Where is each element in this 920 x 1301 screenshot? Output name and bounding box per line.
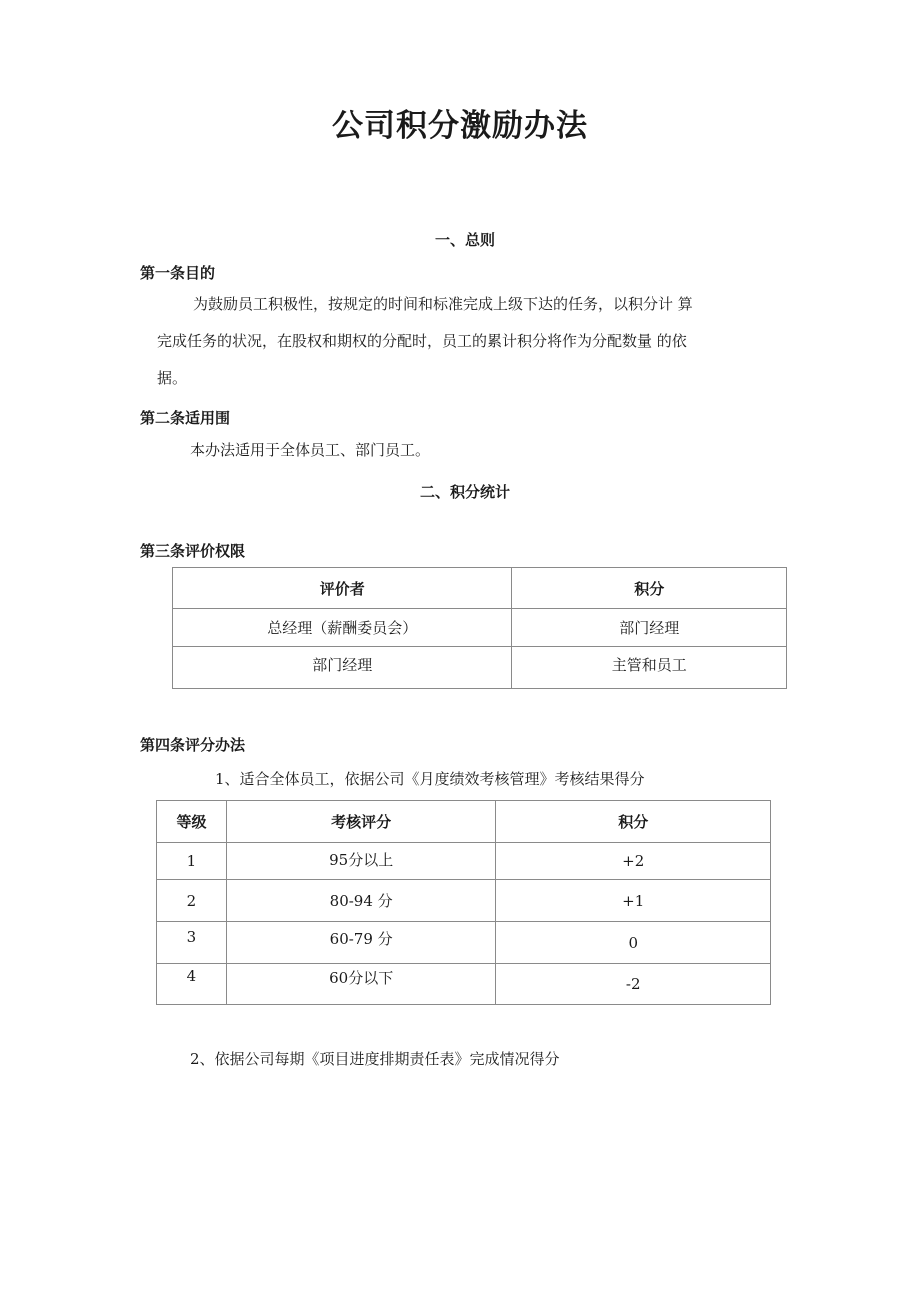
article-1-heading: 第一条目的 (140, 264, 216, 282)
document-title: 公司积分激励办法 (332, 108, 588, 144)
header-evaluator: 评价者 (173, 568, 512, 609)
table-cell: 主管和员工 (512, 647, 787, 689)
table-row (157, 922, 771, 964)
table-cell: 60-79 分 (226, 922, 496, 964)
header-points: 积分 (512, 568, 787, 609)
header-assessment-score: 考核评分 (226, 801, 496, 843)
table-row (173, 647, 787, 689)
table-row (157, 880, 771, 922)
table-cell: +1 (496, 880, 771, 922)
section-heading-points: 二、积分统计 (419, 483, 510, 501)
article-1-line-3: 据。 (157, 369, 188, 387)
scoring-table (156, 800, 771, 1005)
article-1-line-1: 为鼓励员工积极性，按规定的时间和标准完成上级下达的任务，以积分计 算 (193, 295, 693, 313)
article-2-text: 本办法适用于全体员工、部门员工。 (190, 441, 431, 459)
article-4-heading: 第四条评分办法 (140, 736, 246, 754)
header-grade: 等级 (157, 801, 227, 843)
table-cell: 60分以下 (226, 964, 496, 1005)
table-cell: 95分以上 (226, 843, 496, 880)
article-1-line-2: 完成任务的状况，在股权和期权的分配时，员工的累计积分将作为分配数量 的依 (157, 332, 687, 350)
table-row (173, 609, 787, 647)
table-cell: 部门经理 (512, 609, 787, 647)
table-cell: 80-94 分 (226, 880, 496, 922)
table-cell: 2 (157, 880, 227, 922)
table-header-row (157, 801, 771, 843)
table-header-row (173, 568, 787, 609)
table-cell: -2 (496, 964, 771, 1005)
table-cell: +2 (496, 843, 771, 880)
table-cell: 总经理（薪酬委员会） (173, 609, 512, 647)
table-cell: 1 (157, 843, 227, 880)
section-heading-general: 一、总则 (434, 231, 495, 249)
table-cell: 0 (496, 922, 771, 964)
article-4-item-2: 2、依据公司每期《项目进度排期责任表》完成情况得分 (190, 1050, 560, 1068)
table-cell: 3 (157, 922, 227, 964)
article-4-item-1: 1、适合全体员工，依据公司《月度绩效考核管理》考核结果得分 (215, 770, 645, 788)
table-row (157, 964, 771, 1005)
article-2-heading: 第二条适用围 (140, 409, 231, 427)
table-cell: 4 (157, 964, 227, 1005)
table-row (157, 843, 771, 880)
article-3-heading: 第三条评价权限 (140, 542, 246, 560)
evaluation-authority-table (172, 567, 787, 689)
header-points: 积分 (496, 801, 771, 843)
table-cell: 部门经理 (173, 647, 512, 689)
